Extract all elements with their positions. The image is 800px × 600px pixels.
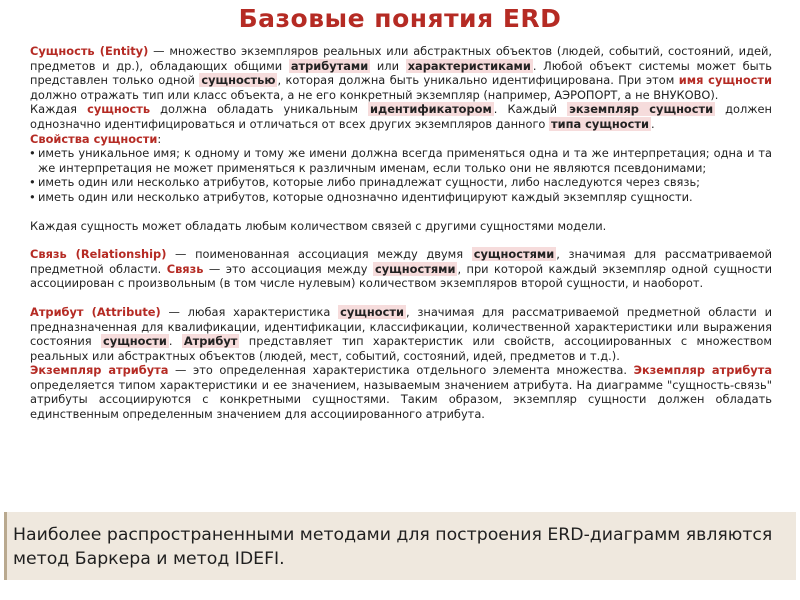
methods-callout: Наиболее распространенными методами для построения ERD-диаграмм являются метод Баркера и метод IDEFI. bbox=[4, 512, 796, 580]
attribute-text-4: представляет тип характеристик или свойств, ассоциированных с множеством реальных или абстрактных объектов (людей, мест, событий, состояний, идей, предметов и т.д.). bbox=[30, 334, 772, 363]
link-term: Связь bbox=[166, 261, 204, 276]
relationship-text-4: , при которой каждый экземпляр одной сущности ассоциирован с произвольным (в том числе нулевым) количеством экземпляров второй сущности, и наоборот. bbox=[30, 261, 772, 291]
attr-highlight: Атрибут bbox=[183, 334, 238, 349]
identifier-highlight: идентификатором bbox=[370, 102, 492, 117]
any-links-paragraph: Каждая сущность может обладать любым количеством связей с другими сущностями модели. bbox=[30, 218, 607, 233]
properties-list bbox=[30, 146, 772, 204]
attribute-text-3: . bbox=[168, 334, 182, 349]
entity-word-highlight: сущностью bbox=[201, 73, 276, 88]
instance-term-2: Экземпляр атрибута bbox=[633, 363, 773, 378]
entities-highlight-2: сущностями bbox=[375, 261, 456, 276]
attribute-entity-highlight-2: сущности bbox=[103, 334, 167, 349]
entities-highlight: сущностями bbox=[473, 247, 555, 262]
each-text-d: должен однозначно идентифицироваться и отличаться от всех других экземпляров данного bbox=[30, 102, 772, 131]
instance-paragraph bbox=[30, 363, 772, 421]
entity-text-3: , которая должна быть уникально идентифицирована. При этом bbox=[277, 73, 679, 88]
type-highlight: типа сущности bbox=[551, 116, 649, 131]
entity-name-term: имя сущности bbox=[678, 73, 772, 88]
relationship-text-2: , значимая для рассматриваемой предметной области. bbox=[30, 247, 773, 276]
attributes-highlight: атрибутами bbox=[290, 58, 369, 73]
attribute-text-1: — любая характеристика bbox=[160, 304, 339, 319]
properties-heading bbox=[30, 132, 772, 147]
properties-colon: : bbox=[157, 131, 162, 146]
instance-highlight: экземпляр сущности bbox=[569, 102, 714, 117]
list-item: • иметь один или несколько атрибутов, которые однозначно идентифицируют каждый экземпляр сущности. bbox=[30, 190, 772, 205]
attribute-term: Атрибут (Attribute) bbox=[30, 304, 161, 319]
attribute-text-2: , значимая для рассматриваемой предметной области и предназначенная для квалификации, идентификации, классификации, количественной характеристики или выражения состояния bbox=[30, 304, 772, 349]
entity-paragraph bbox=[30, 44, 772, 102]
entity-text-2: . Любой объект системы может быть представлен только одной bbox=[30, 58, 772, 88]
each-text-b: должна обладать уникальным bbox=[150, 102, 369, 117]
entity-term: Сущность (Entity) bbox=[30, 44, 149, 58]
page-title: Базовые понятия ERD bbox=[238, 4, 562, 33]
each-entity-term: сущность bbox=[87, 102, 151, 117]
relationship-paragraph bbox=[30, 247, 772, 291]
entity-text-4: должно отражать тип или класс объекта, а не его конкретный экземпляр (например, АЭРОПОРТ, а не ВНУКОВО). bbox=[30, 87, 719, 102]
entity-text-or: или bbox=[370, 58, 406, 73]
each-text-c: . Каждый bbox=[493, 102, 568, 117]
each-text-e: . bbox=[650, 116, 655, 131]
instance-text-2: определяется типом характеристики и ее значением, называемым значением атрибута. На диаграмме "сущность-связь" атрибуты ассоциируются с конкретными сущностями. Таким образом, экземпляр сущности должен обладать единственным определенным значением для ассоциированного атрибута. bbox=[30, 377, 772, 422]
attribute-entity-highlight: сущности bbox=[340, 304, 404, 319]
list-item: • иметь один или несколько атрибутов, которые либо принадлежат сущности, либо наследуются через связь; bbox=[30, 175, 772, 190]
properties-heading-term: Свойства сущности bbox=[30, 131, 158, 146]
relationship-text-3: — это ассоциация между bbox=[203, 261, 373, 276]
relationship-term: Связь (Relationship) bbox=[30, 247, 167, 262]
each-entity-paragraph bbox=[30, 102, 772, 131]
instance-text-1: — это определенная характеристика отдельного элемента множества. bbox=[168, 363, 634, 378]
instance-term: Экземпляр атрибута bbox=[30, 363, 169, 378]
list-item: • иметь уникальное имя; к одному и тому же имени должна всегда применяться одна и та же интерпретация; одна и та же интерпретация не может применяться к различным именам, если только они не являются псевдонимами; bbox=[30, 146, 772, 175]
content-body bbox=[30, 44, 772, 422]
relationship-text-1: — поименованная ассоциация между двумя bbox=[166, 247, 472, 262]
entity-text-1: — множество экземпляров реальных или абстрактных объектов (людей, событий, состояний, идей, предметов и др.), обладающих общими bbox=[30, 44, 772, 73]
characteristics-highlight: характеристиками bbox=[407, 58, 531, 73]
attribute-paragraph bbox=[30, 305, 772, 363]
each-text-a: Каждая bbox=[30, 102, 88, 117]
